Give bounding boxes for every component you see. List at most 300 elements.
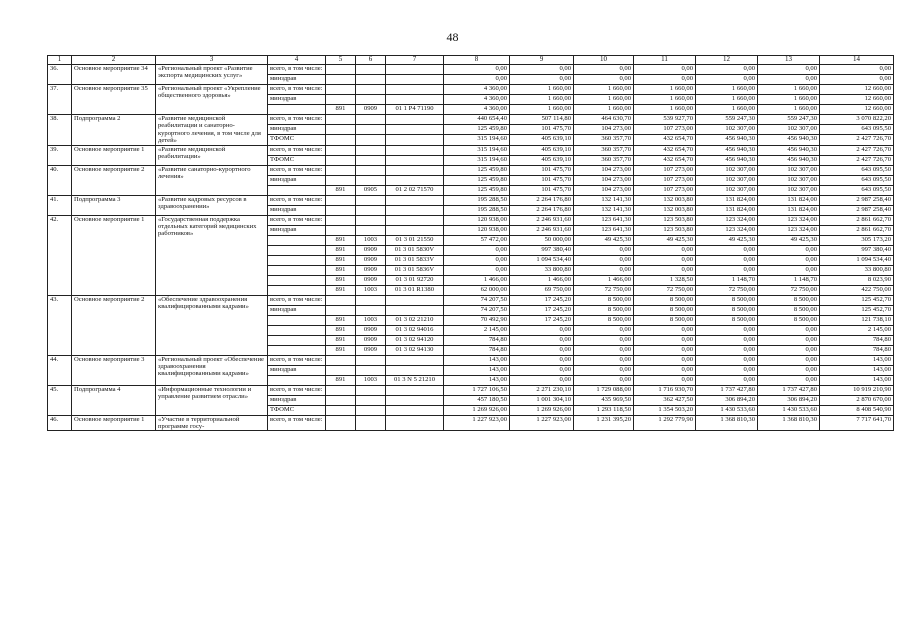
funding-source: всего, в том числе: <box>268 115 326 125</box>
amount-cell: 456 940,30 <box>696 155 758 165</box>
target-code <box>386 175 444 185</box>
row-number: 43. <box>48 295 72 355</box>
amount-cell: 422 750,00 <box>820 285 894 295</box>
amount-cell: 123 641,30 <box>574 215 634 225</box>
grbs-code <box>326 385 356 395</box>
amount-cell: 1 430 533,60 <box>696 405 758 415</box>
target-code <box>386 405 444 415</box>
amount-cell: 1 716 930,70 <box>634 385 696 395</box>
amount-cell: 132 003,80 <box>634 195 696 205</box>
funding-source: минздрав <box>268 395 326 405</box>
amount-cell: 132 003,80 <box>634 205 696 215</box>
amount-cell: 8 500,00 <box>696 315 758 325</box>
amount-cell: 102 307,00 <box>758 185 820 195</box>
amount-cell: 306 894,20 <box>758 395 820 405</box>
program-description: «Обеспечение здравоохранения квалифицированными кадрами» <box>156 295 268 355</box>
amount-cell: 1 368 810,30 <box>696 415 758 431</box>
amount-cell: 2 427 726,70 <box>820 155 894 165</box>
amount-cell: 10 919 210,90 <box>820 385 894 395</box>
amount-cell: 195 288,50 <box>444 195 510 205</box>
amount-cell: 125 459,80 <box>444 125 510 135</box>
amount-cell: 123 324,00 <box>758 215 820 225</box>
amount-cell: 1 660,00 <box>758 85 820 95</box>
program-description: «Региональный проект «Укрепление общественного здоровья» <box>156 85 268 115</box>
funding-source: минздрав <box>268 205 326 215</box>
row-number: 40. <box>48 165 72 195</box>
amount-cell: 1 430 533,60 <box>758 405 820 415</box>
amount-cell: 1 660,00 <box>696 105 758 115</box>
grbs-code: 891 <box>326 345 356 355</box>
target-code <box>386 355 444 365</box>
amount-cell: 1 727 106,50 <box>444 385 510 395</box>
amount-cell: 464 630,70 <box>574 115 634 125</box>
amount-cell: 72 750,00 <box>696 285 758 295</box>
amount-cell: 62 000,00 <box>444 285 510 295</box>
amount-cell: 0,00 <box>634 365 696 375</box>
amount-cell: 1 466,00 <box>574 275 634 285</box>
section-code: 0909 <box>356 255 386 265</box>
funding-source <box>268 375 326 385</box>
amount-cell: 0,00 <box>574 355 634 365</box>
amount-cell: 123 324,00 <box>696 225 758 235</box>
amount-cell: 107 273,00 <box>634 165 696 175</box>
amount-cell: 102 307,00 <box>696 125 758 135</box>
amount-cell: 1 269 926,00 <box>444 405 510 415</box>
amount-cell: 457 180,50 <box>444 395 510 405</box>
amount-cell: 8 023,90 <box>820 275 894 285</box>
header-cell: 6 <box>356 56 386 65</box>
amount-cell: 8 500,00 <box>574 295 634 305</box>
amount-cell: 120 938,00 <box>444 215 510 225</box>
amount-cell: 125 459,80 <box>444 165 510 175</box>
header-cell: 5 <box>326 56 356 65</box>
target-code <box>386 395 444 405</box>
target-code <box>386 385 444 395</box>
amount-cell: 107 273,00 <box>634 175 696 185</box>
funding-source: всего, в том числе: <box>268 145 326 155</box>
amount-cell: 0,00 <box>510 75 574 85</box>
amount-cell: 8 500,00 <box>758 315 820 325</box>
target-code: 01 3 01 5833V <box>386 255 444 265</box>
amount-cell: 132 141,30 <box>574 195 634 205</box>
section-code <box>356 195 386 205</box>
amount-cell: 104 273,00 <box>574 165 634 175</box>
amount-cell: 0,00 <box>696 335 758 345</box>
funding-source: ТФОМС <box>268 405 326 415</box>
amount-cell: 1 660,00 <box>634 105 696 115</box>
program-name: Подпрограмма 2 <box>72 115 156 146</box>
program-description: «Развитие кадровых ресурсов в здравоохранении» <box>156 195 268 215</box>
amount-cell: 107 273,00 <box>634 185 696 195</box>
amount-cell: 0,00 <box>574 375 634 385</box>
target-code <box>386 165 444 175</box>
amount-cell: 1 148,70 <box>758 275 820 285</box>
amount-cell: 0,00 <box>444 265 510 275</box>
amount-cell: 456 940,30 <box>758 145 820 155</box>
program-name: Основное мероприятие 2 <box>72 295 156 355</box>
table-row <box>48 65 894 75</box>
amount-cell: 0,00 <box>696 325 758 335</box>
amount-cell: 1 094 534,40 <box>820 255 894 265</box>
grbs-code: 891 <box>326 235 356 245</box>
program-description: «Участие в территориальной программе госу- <box>156 415 268 431</box>
amount-cell: 0,00 <box>758 75 820 85</box>
amount-cell: 123 503,80 <box>634 225 696 235</box>
table-row <box>48 415 894 431</box>
funding-source: минздрав <box>268 365 326 375</box>
amount-cell: 643 095,50 <box>820 125 894 135</box>
amount-cell: 104 273,00 <box>574 185 634 195</box>
amount-cell: 1 094 534,40 <box>510 255 574 265</box>
amount-cell: 1 660,00 <box>634 85 696 95</box>
amount-cell: 0,00 <box>634 255 696 265</box>
amount-cell: 12 660,00 <box>820 85 894 95</box>
amount-cell: 4 360,00 <box>444 105 510 115</box>
grbs-code: 891 <box>326 185 356 195</box>
header-cell: 9 <box>510 56 574 65</box>
amount-cell: 362 427,50 <box>634 395 696 405</box>
amount-cell: 1 269 926,00 <box>510 405 574 415</box>
amount-cell: 0,00 <box>444 75 510 85</box>
amount-cell: 0,00 <box>696 365 758 375</box>
section-code: 0909 <box>356 265 386 275</box>
amount-cell: 315 194,60 <box>444 135 510 145</box>
funding-source: минздрав <box>268 75 326 85</box>
section-code <box>356 385 386 395</box>
amount-cell: 784,80 <box>820 345 894 355</box>
target-code <box>386 155 444 165</box>
target-code: 01 3 02 94130 <box>386 345 444 355</box>
grbs-code <box>326 65 356 75</box>
program-name: Основное мероприятие 1 <box>72 415 156 431</box>
amount-cell: 57 472,00 <box>444 235 510 245</box>
amount-cell: 0,00 <box>696 255 758 265</box>
amount-cell: 0,00 <box>758 375 820 385</box>
amount-cell: 17 245,20 <box>510 315 574 325</box>
amount-cell: 123 324,00 <box>696 215 758 225</box>
amount-cell: 125 459,80 <box>444 185 510 195</box>
budget-table <box>47 55 894 431</box>
amount-cell: 432 654,70 <box>634 155 696 165</box>
amount-cell: 74 207,50 <box>444 295 510 305</box>
amount-cell: 72 750,00 <box>574 285 634 295</box>
amount-cell: 0,00 <box>634 75 696 85</box>
amount-cell: 0,00 <box>574 365 634 375</box>
section-code: 0909 <box>356 245 386 255</box>
amount-cell: 432 654,70 <box>634 135 696 145</box>
amount-cell: 2 246 931,60 <box>510 225 574 235</box>
page-number: 48 <box>446 30 459 44</box>
amount-cell: 2 246 931,60 <box>510 215 574 225</box>
header-cell: 8 <box>444 56 510 65</box>
funding-source: всего, в том числе: <box>268 295 326 305</box>
funding-source: всего, в том числе: <box>268 165 326 175</box>
section-code <box>356 125 386 135</box>
funding-source: всего, в том числе: <box>268 195 326 205</box>
amount-cell: 1 227 923,00 <box>444 415 510 431</box>
amount-cell: 17 245,20 <box>510 295 574 305</box>
target-code <box>386 95 444 105</box>
grbs-code <box>326 205 356 215</box>
amount-cell: 8 500,00 <box>574 315 634 325</box>
amount-cell: 559 247,30 <box>696 115 758 125</box>
amount-cell: 2 987 258,40 <box>820 195 894 205</box>
amount-cell: 1 293 118,50 <box>574 405 634 415</box>
funding-source <box>268 335 326 345</box>
funding-source: всего, в том числе: <box>268 215 326 225</box>
amount-cell: 143,00 <box>444 365 510 375</box>
amount-cell: 0,00 <box>634 345 696 355</box>
amount-cell: 8 500,00 <box>696 305 758 315</box>
amount-cell: 72 750,00 <box>634 285 696 295</box>
amount-cell: 1 737 427,80 <box>696 385 758 395</box>
amount-cell: 1 660,00 <box>574 85 634 95</box>
grbs-code <box>326 395 356 405</box>
amount-cell: 0,00 <box>444 255 510 265</box>
amount-cell: 1 660,00 <box>758 95 820 105</box>
amount-cell: 131 824,00 <box>758 205 820 215</box>
amount-cell: 143,00 <box>820 365 894 375</box>
target-code <box>386 135 444 145</box>
program-description: «Региональный проект «Развитие экспорта медицинских услуг» <box>156 65 268 85</box>
grbs-code <box>326 165 356 175</box>
amount-cell: 0,00 <box>758 255 820 265</box>
header-cell: 7 <box>386 56 444 65</box>
target-code <box>386 205 444 215</box>
amount-cell: 1 328,50 <box>634 275 696 285</box>
amount-cell: 360 357,70 <box>574 155 634 165</box>
amount-cell: 1 227 923,00 <box>510 415 574 431</box>
row-number: 36. <box>48 65 72 85</box>
funding-source <box>268 185 326 195</box>
row-number: 41. <box>48 195 72 215</box>
amount-cell: 131 824,00 <box>696 205 758 215</box>
amount-cell: 0,00 <box>758 265 820 275</box>
section-code <box>356 405 386 415</box>
amount-cell: 0,00 <box>820 65 894 75</box>
amount-cell: 1 660,00 <box>510 95 574 105</box>
grbs-code <box>326 85 356 95</box>
amount-cell: 1 660,00 <box>696 85 758 95</box>
target-code: 01 3 01 5830V <box>386 245 444 255</box>
amount-cell: 8 500,00 <box>696 295 758 305</box>
section-code <box>356 175 386 185</box>
funding-source <box>268 255 326 265</box>
row-number: 42. <box>48 215 72 295</box>
amount-cell: 101 475,70 <box>510 165 574 175</box>
amount-cell: 143,00 <box>444 355 510 365</box>
amount-cell: 8 500,00 <box>758 295 820 305</box>
amount-cell: 0,00 <box>696 75 758 85</box>
target-code: 01 1 P4 71190 <box>386 105 444 115</box>
amount-cell: 784,80 <box>444 345 510 355</box>
row-number: 46. <box>48 415 72 431</box>
amount-cell: 131 824,00 <box>758 195 820 205</box>
amount-cell: 70 492,90 <box>444 315 510 325</box>
grbs-code: 891 <box>326 285 356 295</box>
funding-source: минздрав <box>268 225 326 235</box>
program-name: Основное мероприятие 1 <box>72 145 156 165</box>
amount-cell: 306 894,20 <box>696 395 758 405</box>
section-code: 0905 <box>356 185 386 195</box>
amount-cell: 0,00 <box>574 245 634 255</box>
program-description: «Информационные технологии и управление развитием отрасли» <box>156 385 268 415</box>
funding-source <box>268 275 326 285</box>
amount-cell: 0,00 <box>510 355 574 365</box>
program-name: Основное мероприятие 35 <box>72 85 156 115</box>
section-code <box>356 115 386 125</box>
target-code: 01 3 02 21210 <box>386 315 444 325</box>
amount-cell: 107 273,00 <box>634 125 696 135</box>
amount-cell: 0,00 <box>758 335 820 345</box>
amount-cell: 0,00 <box>696 245 758 255</box>
funding-source: ТФОМС <box>268 155 326 165</box>
section-code <box>356 205 386 215</box>
amount-cell: 123 324,00 <box>758 225 820 235</box>
amount-cell: 8 500,00 <box>634 315 696 325</box>
target-code <box>386 145 444 155</box>
section-code: 0909 <box>356 325 386 335</box>
amount-cell: 49 425,30 <box>574 235 634 245</box>
amount-cell: 132 141,30 <box>574 205 634 215</box>
amount-cell: 0,00 <box>510 345 574 355</box>
amount-cell: 131 824,00 <box>696 195 758 205</box>
row-number: 45. <box>48 385 72 415</box>
amount-cell: 104 273,00 <box>574 175 634 185</box>
amount-cell: 0,00 <box>696 355 758 365</box>
amount-cell: 0,00 <box>444 245 510 255</box>
header-cell: 2 <box>72 56 156 65</box>
funding-source <box>268 345 326 355</box>
target-code <box>386 195 444 205</box>
amount-cell: 101 475,70 <box>510 125 574 135</box>
amount-cell: 2 145,00 <box>820 325 894 335</box>
grbs-code <box>326 415 356 431</box>
grbs-code <box>326 195 356 205</box>
header-cell: 1 <box>48 56 72 65</box>
amount-cell: 360 357,70 <box>574 145 634 155</box>
target-code: 01 3 01 92720 <box>386 275 444 285</box>
section-code <box>356 305 386 315</box>
amount-cell: 315 194,60 <box>444 145 510 155</box>
section-code <box>356 65 386 75</box>
amount-cell: 0,00 <box>634 375 696 385</box>
funding-source: минздрав <box>268 305 326 315</box>
row-number: 37. <box>48 85 72 115</box>
program-name: Подпрограмма 4 <box>72 385 156 415</box>
amount-cell: 17 245,20 <box>510 305 574 315</box>
amount-cell: 0,00 <box>574 65 634 75</box>
amount-cell: 0,00 <box>634 355 696 365</box>
table-row <box>48 165 894 175</box>
header-cell: 3 <box>156 56 268 65</box>
grbs-code <box>326 215 356 225</box>
amount-cell: 0,00 <box>510 65 574 75</box>
grbs-code: 891 <box>326 265 356 275</box>
amount-cell: 305 173,20 <box>820 235 894 245</box>
target-code <box>386 215 444 225</box>
amount-cell: 8 500,00 <box>758 305 820 315</box>
section-code <box>356 215 386 225</box>
amount-cell: 507 114,80 <box>510 115 574 125</box>
grbs-code: 891 <box>326 335 356 345</box>
row-number: 38. <box>48 115 72 146</box>
amount-cell: 2 145,00 <box>444 325 510 335</box>
header-cell: 11 <box>634 56 696 65</box>
amount-cell: 0,00 <box>574 345 634 355</box>
amount-cell: 12 660,00 <box>820 95 894 105</box>
header-cell: 13 <box>758 56 820 65</box>
amount-cell: 1 001 304,10 <box>510 395 574 405</box>
amount-cell: 102 307,00 <box>758 175 820 185</box>
amount-cell: 784,80 <box>820 335 894 345</box>
amount-cell: 1 231 395,20 <box>574 415 634 431</box>
funding-source: минздрав <box>268 95 326 105</box>
section-code: 0909 <box>356 275 386 285</box>
amount-cell: 0,00 <box>696 375 758 385</box>
target-code <box>386 115 444 125</box>
amount-cell: 4 360,00 <box>444 95 510 105</box>
amount-cell: 405 639,10 <box>510 145 574 155</box>
amount-cell: 0,00 <box>758 355 820 365</box>
table-row <box>48 145 894 155</box>
amount-cell: 0,00 <box>758 345 820 355</box>
amount-cell: 456 940,30 <box>758 155 820 165</box>
amount-cell: 2 427 726,70 <box>820 145 894 155</box>
header-cell: 12 <box>696 56 758 65</box>
amount-cell: 315 194,60 <box>444 155 510 165</box>
amount-cell: 539 927,70 <box>634 115 696 125</box>
section-code <box>356 85 386 95</box>
amount-cell: 2 987 258,40 <box>820 205 894 215</box>
amount-cell: 997 380,40 <box>820 245 894 255</box>
target-code: 01 3 02 94120 <box>386 335 444 345</box>
table-row <box>48 195 894 205</box>
amount-cell: 1 737 427,80 <box>758 385 820 395</box>
funding-source: всего, в том числе: <box>268 385 326 395</box>
program-name: Основное мероприятие 3 <box>72 355 156 385</box>
amount-cell: 102 307,00 <box>696 185 758 195</box>
target-code: 01 3 01 5836V <box>386 265 444 275</box>
section-code <box>356 95 386 105</box>
table-row <box>48 385 894 395</box>
grbs-code: 891 <box>326 315 356 325</box>
amount-cell: 195 288,50 <box>444 205 510 215</box>
amount-cell: 643 095,50 <box>820 175 894 185</box>
program-name: Основное мероприятие 1 <box>72 215 156 295</box>
amount-cell: 2 271 230,10 <box>510 385 574 395</box>
section-code <box>356 295 386 305</box>
amount-cell: 0,00 <box>574 325 634 335</box>
amount-cell: 49 425,30 <box>634 235 696 245</box>
amount-cell: 0,00 <box>510 325 574 335</box>
program-description: «Развитие медицинской реабилитации и санаторно-курортного лечения, в том числе для детей» <box>156 115 268 146</box>
amount-cell: 2 870 670,00 <box>820 395 894 405</box>
amount-cell: 8 500,00 <box>634 295 696 305</box>
amount-cell: 1 466,00 <box>510 275 574 285</box>
amount-cell: 0,00 <box>574 255 634 265</box>
amount-cell: 1 660,00 <box>758 105 820 115</box>
amount-cell: 1 368 810,30 <box>758 415 820 431</box>
target-code <box>386 65 444 75</box>
amount-cell: 456 940,30 <box>696 135 758 145</box>
program-name: Основное мероприятие 2 <box>72 165 156 195</box>
amount-cell: 1 660,00 <box>510 85 574 95</box>
amount-cell: 0,00 <box>634 265 696 275</box>
target-code: 01 3 N 5 21210 <box>386 375 444 385</box>
amount-cell: 104 273,00 <box>574 125 634 135</box>
grbs-code <box>326 135 356 145</box>
